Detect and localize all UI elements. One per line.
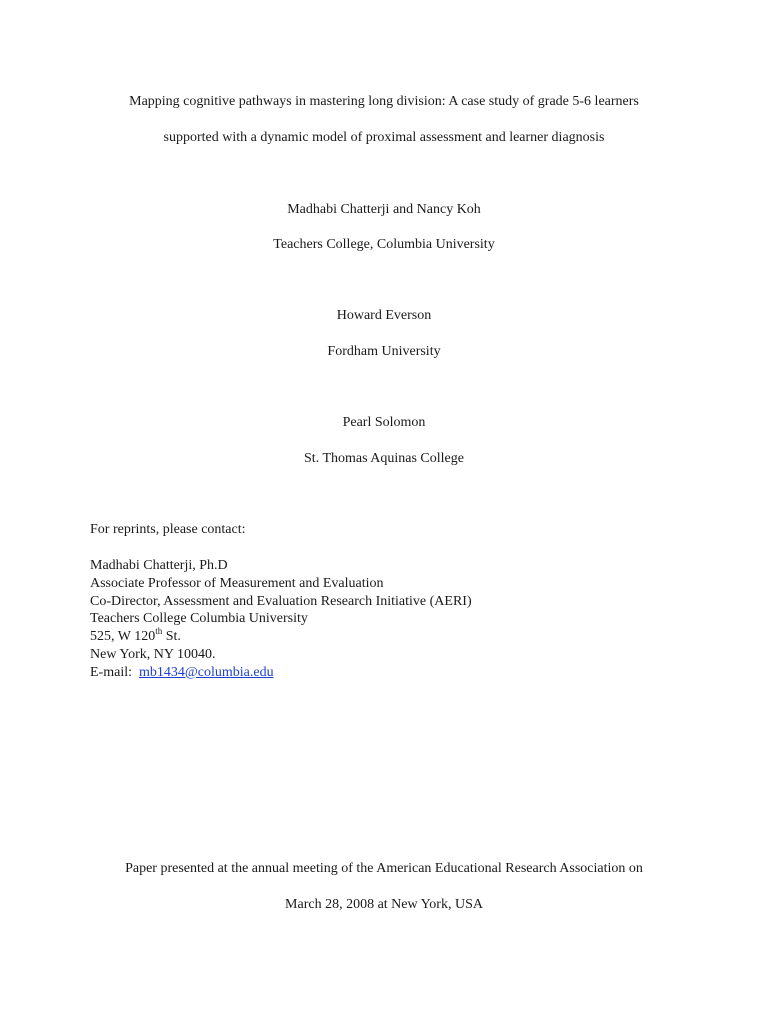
title-line-1: Mapping cognitive pathways in mastering long division: A case study of grade 5-6 learners (129, 94, 639, 109)
contact-institution: Teachers College Columbia University (90, 611, 308, 627)
author-affiliation-3: St. Thomas Aquinas College (304, 451, 464, 466)
author-names-2: Howard Everson (336, 308, 432, 323)
street-ordinal: th (155, 625, 163, 636)
author-affiliation-2: Fordham University (327, 344, 441, 359)
author-affiliation-1: Teachers College, Columbia University (273, 237, 495, 252)
email-link[interactable]: mb1434@columbia.edu (139, 664, 274, 680)
street-prefix: 525, W 120 (90, 629, 156, 645)
contact-block (90, 557, 472, 682)
reprints-heading: For reprints, please contact: (90, 522, 246, 537)
contact-role: Co-Director, Assessment and Evaluation Research Initiative (AERI) (90, 593, 472, 609)
contact-city: New York, NY 10040. (90, 646, 216, 662)
footer-line-1: Paper presented at the annual meeting of the American Educational Research Association on (125, 861, 643, 876)
contact-name: Madhabi Chatterji, Ph.D (90, 558, 228, 573)
email-label: E-mail: (90, 664, 132, 680)
footer-line-2: March 28, 2008 at New York, USA (285, 897, 483, 912)
contact-street (90, 625, 472, 646)
author-names-3: Pearl Solomon (342, 415, 426, 430)
title-line-2: supported with a dynamic model of proximal assessment and learner diagnosis (163, 130, 605, 145)
author-names-1: Madhabi Chatterji and Nancy Koh (287, 202, 481, 217)
contact-email-line (90, 664, 472, 682)
street-suffix: St. (162, 629, 181, 645)
contact-position: Associate Professor of Measurement and Evaluation (90, 575, 384, 591)
